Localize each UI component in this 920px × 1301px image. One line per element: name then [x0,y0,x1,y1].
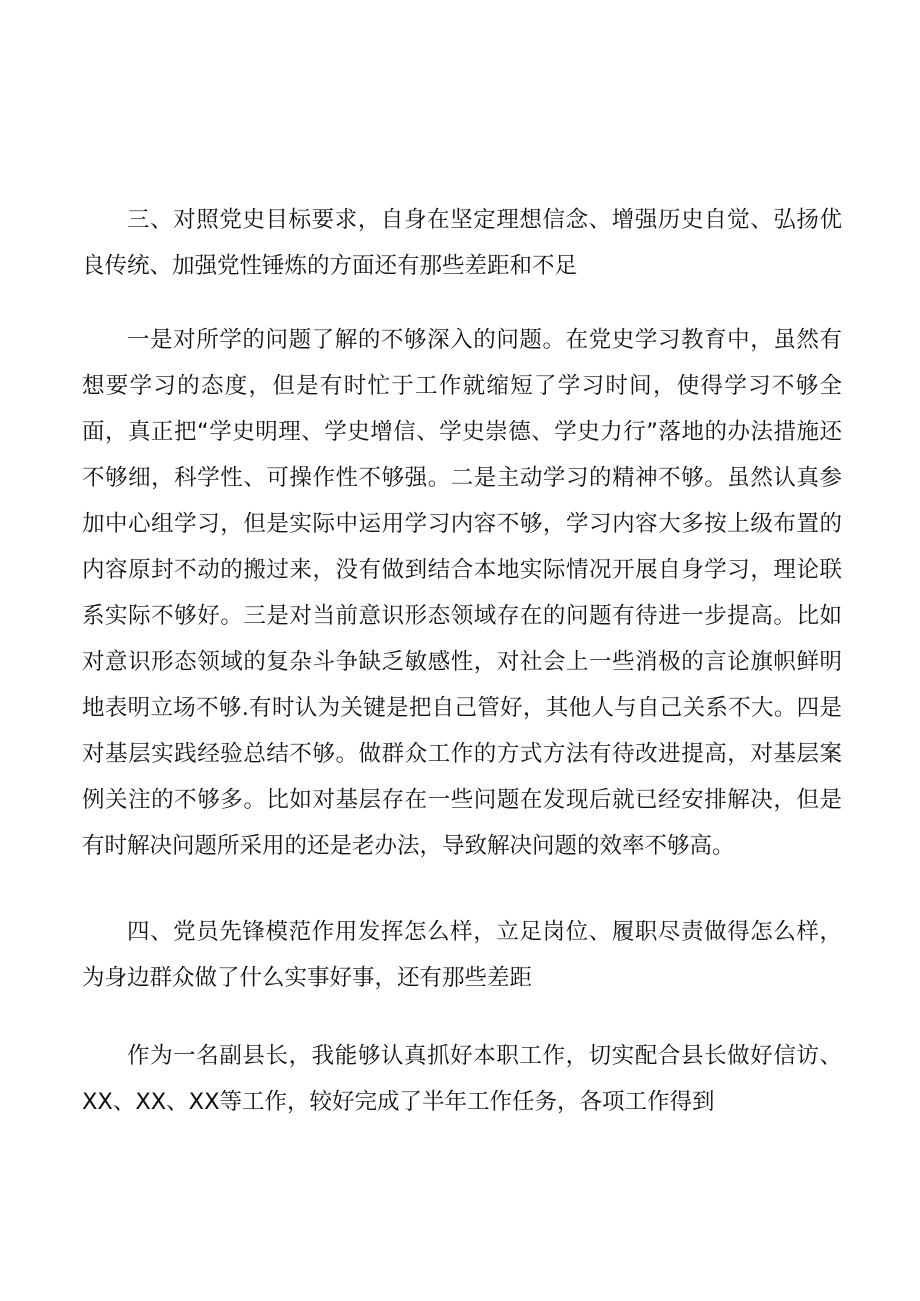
document-content [82,197,842,1125]
section-4-body-paragraph: 作为一名副县长，我能够认真抓好本职工作，切实配合县长做好信访、XX、XX、XX等工作，较好完成了半年工作任务，各项工作得到 [82,1043,842,1115]
section-4-heading: 四、党员先锋模范作用发挥怎么样，立足岗位、履职尽责做得怎么样，为身边群众做了什么实事好事，还有那些差距 [82,919,842,991]
section-3-body-paragraph: 一是对所学的问题了解的不够深入的问题。在党史学习教育中，虽然有想要学习的态度，但是有时忙于工作就缩短了学习时间，使得学习不够全面，真正把“学史明理、学史增信、学史崇德、学史力行”落地的办法措施还不够细，科学性、可操作性不够强。二是主动学习的精神不够。虽然认真参加中心组学习，但是实际中运用学习内容不够，学习内容大多按上级布置的内容原封不动的搬过来，没有做到结合本地实际情况开展自身学习，理论联系实际不够好。三是对当前意识形态领域存在的问题有待进一步提高。比如对意识形态领域的复杂斗争缺乏敏感性，对社会上一些消极的言论旗帜鲜明地表明立场不够.有时认为关键是把自己管好，其他人与自己关系不大。四是对基层实践经验总结不够。做群众工作的方式方法有待改进提高，对基层案例关注的不够多。比如对基层存在一些问题在发现后就已经安排解决，但是有时解决问题所采用的还是老办法，导致解决问题的效率不够高。 [82,327,842,859]
section-3-heading: 三、对照党史目标要求，自身在坚定理想信念、增强历史自觉、弘扬优良传统、加强党性锤炼的方面还有那些差距和不足 [82,207,842,279]
